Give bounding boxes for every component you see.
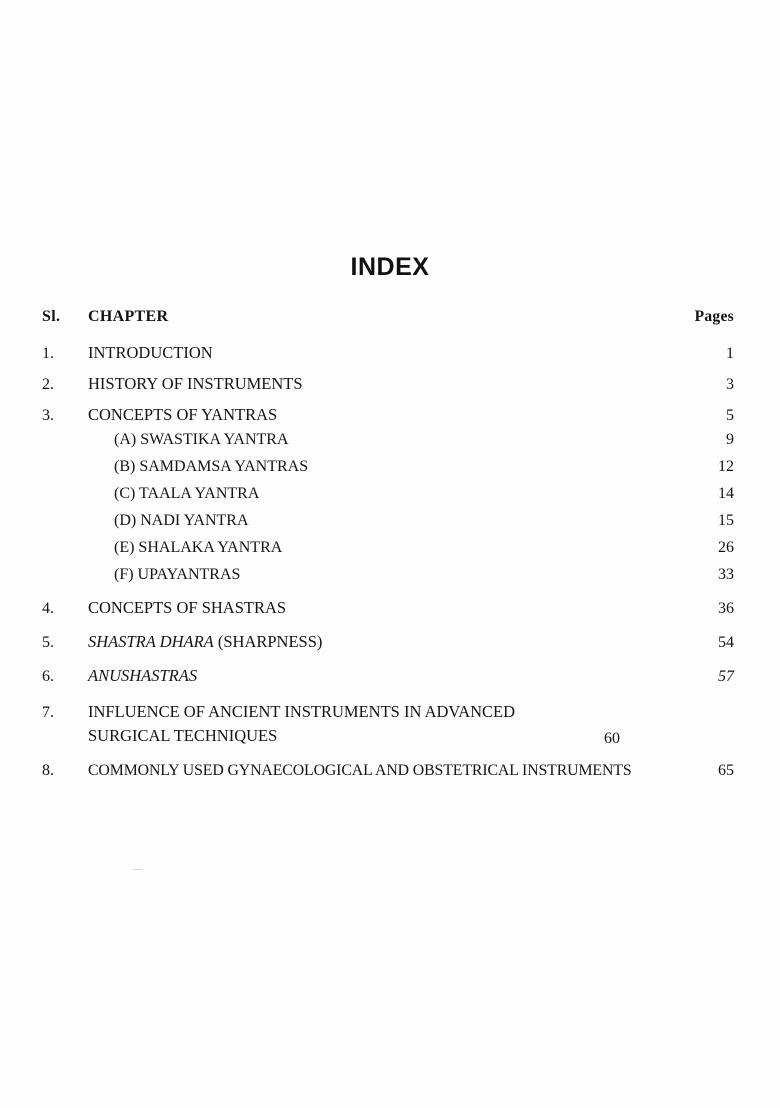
toc-entry-3 [42, 405, 734, 425]
entry-number: 6. [42, 668, 54, 685]
entry-page: 33 [718, 566, 734, 583]
entry-page: 3 [726, 376, 734, 393]
entry-page: 5 [726, 407, 734, 424]
entry-title: (A) SWASTIKA YANTRA [114, 431, 289, 448]
toc-entry-2 [42, 374, 734, 394]
entry-number: 4. [42, 600, 54, 617]
entry-title-rest: (SHARPNESS) [213, 632, 323, 651]
entry-number: 2. [42, 376, 54, 393]
toc-entry-7 [42, 700, 734, 748]
entry-title: CONCEPTS OF SHASTRAS [88, 598, 287, 617]
entry-title: INFLUENCE OF ANCIENT INSTRUMENTS IN ADVANCED SURGICAL TECHNIQUES [88, 702, 516, 745]
entry-page: 1 [726, 345, 734, 362]
entry-title: CONCEPTS OF YANTRAS [88, 405, 278, 424]
toc-entry-4 [42, 598, 734, 618]
entry-page: 65 [718, 761, 734, 779]
toc-entry-1 [42, 343, 734, 363]
entry-number: 7. [42, 704, 54, 721]
entry-page: 12 [718, 458, 734, 475]
toc-subentry-c [42, 485, 734, 503]
entry-title: COMMONLY USED GYNAECOLOGICAL AND OBSTETRICAL INSTRUMENTS [88, 761, 632, 779]
scan-artifact [133, 869, 142, 870]
column-header-chapter: CHAPTER [88, 308, 169, 325]
toc-subentry-f [42, 566, 734, 584]
entry-number: 1. [42, 345, 54, 362]
toc-entry-8 [42, 762, 734, 780]
entry-page: 9 [726, 431, 734, 448]
entry-page: 57 [718, 668, 734, 685]
entry-page: 26 [718, 539, 734, 556]
entry-title: (C) TAALA YANTRA [114, 485, 260, 502]
toc-subentry-d [42, 512, 734, 530]
entry-number: 3. [42, 407, 54, 424]
entry-title [88, 632, 680, 652]
entry-title [88, 666, 680, 686]
toc-subentry-e [42, 539, 734, 557]
column-header-pages: Pages [694, 308, 734, 325]
entry-page: 60 [604, 729, 620, 747]
table-of-contents [42, 308, 734, 791]
entry-page: 36 [718, 600, 734, 617]
entry-number: 5. [42, 634, 54, 651]
entry-title: (D) NADI YANTRA [114, 512, 249, 529]
toc-subentry-b [42, 458, 734, 476]
entry-title-italic: SHASTRA DHARA [88, 632, 214, 651]
entry-title: INTRODUCTION [88, 343, 213, 362]
entry-title: (E) SHALAKA YANTRA [114, 539, 283, 556]
entry-page: 54 [718, 634, 734, 651]
entry-title: HISTORY OF INSTRUMENTS [88, 374, 303, 393]
entry-title: (B) SAMDAMSA YANTRAS [114, 458, 309, 475]
entry-page: 14 [718, 485, 734, 502]
entry-title: (F) UPAYANTRAS [114, 566, 241, 583]
entry-page: 15 [718, 512, 734, 529]
toc-entry-6 [42, 666, 734, 686]
toc-header-row [42, 308, 734, 326]
toc-subentry-a [42, 431, 734, 449]
toc-entry-5 [42, 632, 734, 652]
column-header-sl: Sl. [42, 308, 61, 325]
entry-title-italic: ANUSHASTRAS [88, 666, 198, 685]
entry-number: 8. [42, 761, 54, 779]
page-title: INDEX [350, 253, 430, 281]
